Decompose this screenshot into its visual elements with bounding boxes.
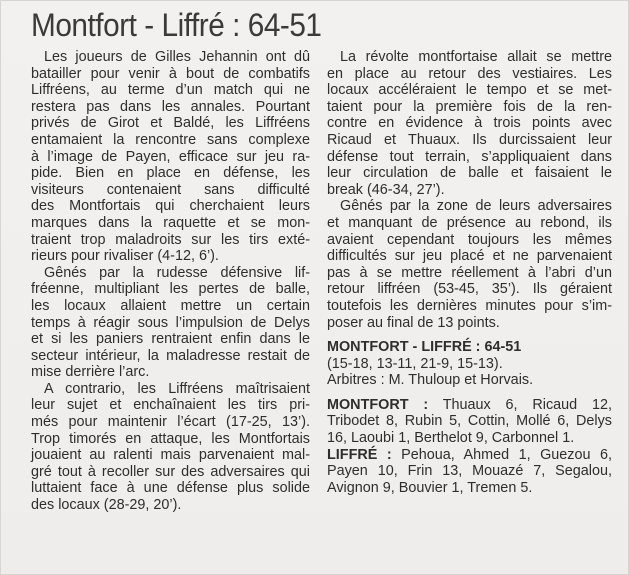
body-text-line: Gênés par la rudesse défensive lif-	[44, 264, 310, 281]
body-text-line: més pour maintenir l’écart (17-25, 13’).	[31, 414, 310, 431]
body-text-line: La révolte montfortaise allait se mettre	[340, 49, 612, 65]
body-text-line: luttaient face à une défense plus solide	[31, 480, 310, 497]
right-paragraphs	[327, 49, 612, 331]
body-text-line: défense tout terrain, s’appliquaient dans	[327, 148, 612, 165]
body-text-line: rieurs pour rivaliser (4-12, 6’).	[31, 248, 219, 265]
body-text-line: A contrario, les Liffréens maîtrisaient	[44, 380, 310, 397]
body-text-line: Ricaud et Thuaux. Ils durcissaient leur	[327, 131, 612, 148]
body-text-line: et si les paniers rentraient enfin dans le	[31, 331, 310, 348]
body-text-line: toutefois les dernières minutes pour s’im-	[327, 297, 612, 314]
lineup-line: 16, Laoubi 1, Berthelot 9, Carbonnel 1.	[327, 430, 575, 447]
body-text-line: locaux accéléraient le tempo et se met-	[327, 82, 612, 99]
body-text-line: privés de Girot et Baldé, les Liffréens	[31, 115, 310, 132]
player-list: Thuaux 6, Ricaud 12,	[428, 396, 612, 413]
body-text-line: contre en évidence à trois points avec	[327, 115, 612, 132]
body-text-line: des Montfortais qui cherchaient leurs	[31, 198, 310, 215]
body-text-line: retour liffréen (53-45, 35’). Ils géraient	[327, 281, 612, 298]
body-text-line: Les joueurs de Gilles Jehannin ont dû	[44, 49, 310, 65]
body-text-line: en place au retour des vestiaires. Les	[327, 65, 612, 82]
team-label: LIFFRÉ :	[327, 446, 392, 463]
body-text-line: Liffréens, au terme d’un match qui ne	[31, 82, 310, 99]
body-text-line: Gênés par la zone de leurs adversaires	[340, 198, 612, 215]
body-text-line: poser au final de 13 points.	[327, 314, 500, 331]
lineup-line	[327, 447, 612, 464]
referees: Arbitres : M. Thuloup et Horvais.	[327, 372, 534, 389]
body-text-line: taient pour la première fois de la ren-	[327, 98, 612, 115]
body-text-line: difficultés sur jeu placé et ne parvenaient	[327, 248, 612, 265]
body-text-line: temps à réagir sous l’impulsion de Delys	[31, 314, 310, 331]
body-text-line: fréenne, multipliant les pertes de balle,	[31, 281, 310, 298]
body-text-line: pide. Bien en place en défense, les	[31, 165, 310, 182]
body-text-line: leur sujet et enchaînaient les tirs pri-	[31, 397, 310, 414]
body-text-line: marques dans la raquette et se mon-	[31, 214, 310, 231]
liffre-lineup	[327, 447, 612, 497]
right-column	[327, 49, 612, 496]
team-label: MONTFORT :	[327, 396, 429, 413]
lineup-line: Tribodet 8, Rubin 5, Cottin, Mollé 6, Delys	[327, 413, 612, 430]
body-text-line: les locaux allaient mettre un certain	[31, 297, 310, 314]
montfort-lineup	[327, 397, 612, 447]
body-text-line: batailler pour venir à bout de combatifs	[31, 65, 310, 82]
body-text-line: pas à se mettre réellement à l’abri d’un	[327, 264, 612, 281]
body-text-line: mise derrière l’arc.	[31, 364, 150, 381]
quarter-scores: (15-18, 13-11, 21-9, 15-13).	[327, 355, 503, 372]
body-text-line: et manquant de présence au rebond, ils	[327, 214, 612, 231]
body-text-line: break (46-34, 27’).	[327, 181, 445, 198]
body-text-line: restera pas dans les annales. Pourtant	[31, 98, 310, 115]
body-text-line: leur circulation de balle et faisaient le	[327, 165, 612, 182]
lineup-line: Payen 10, Frin 13, Mouazé 7, Segalou,	[327, 463, 612, 480]
body-text-line: entamaient la rencontre sans complexe	[31, 131, 310, 148]
body-text-line: visiteurs contenaient sans difficulté	[31, 181, 310, 198]
lineup-line	[327, 397, 612, 414]
body-text-line: secteur intérieur, la maladresse restait de	[31, 347, 310, 364]
body-text-line: à l’image de Payen, efficace sur jeu ra-	[31, 148, 310, 165]
body-text-line: gré tout à recoller sur des adversaires qui	[31, 463, 310, 480]
player-list: Pehoua, Ahmed 1, Guezou 6,	[391, 446, 612, 463]
body-text-line: avaient cependant toujours les mêmes	[327, 231, 612, 248]
body-text-line: Trop timorés en attaque, les Montfortais	[31, 430, 310, 447]
headline: Montfort - Liffré : 64-51	[31, 7, 322, 43]
body-text-line: jouaient au ralenti mais parvenaient mal-	[31, 447, 310, 464]
left-column	[31, 49, 310, 514]
body-text-line: des locaux (28-29, 20’).	[31, 497, 182, 514]
body-text-line: traient trop maladroits sur les tirs exté-	[31, 231, 310, 248]
score-title: MONTFORT - LIFFRÉ : 64-51	[327, 339, 522, 356]
lineup-line: Avignon 9, Bouvier 1, Tremen 5.	[327, 479, 533, 496]
